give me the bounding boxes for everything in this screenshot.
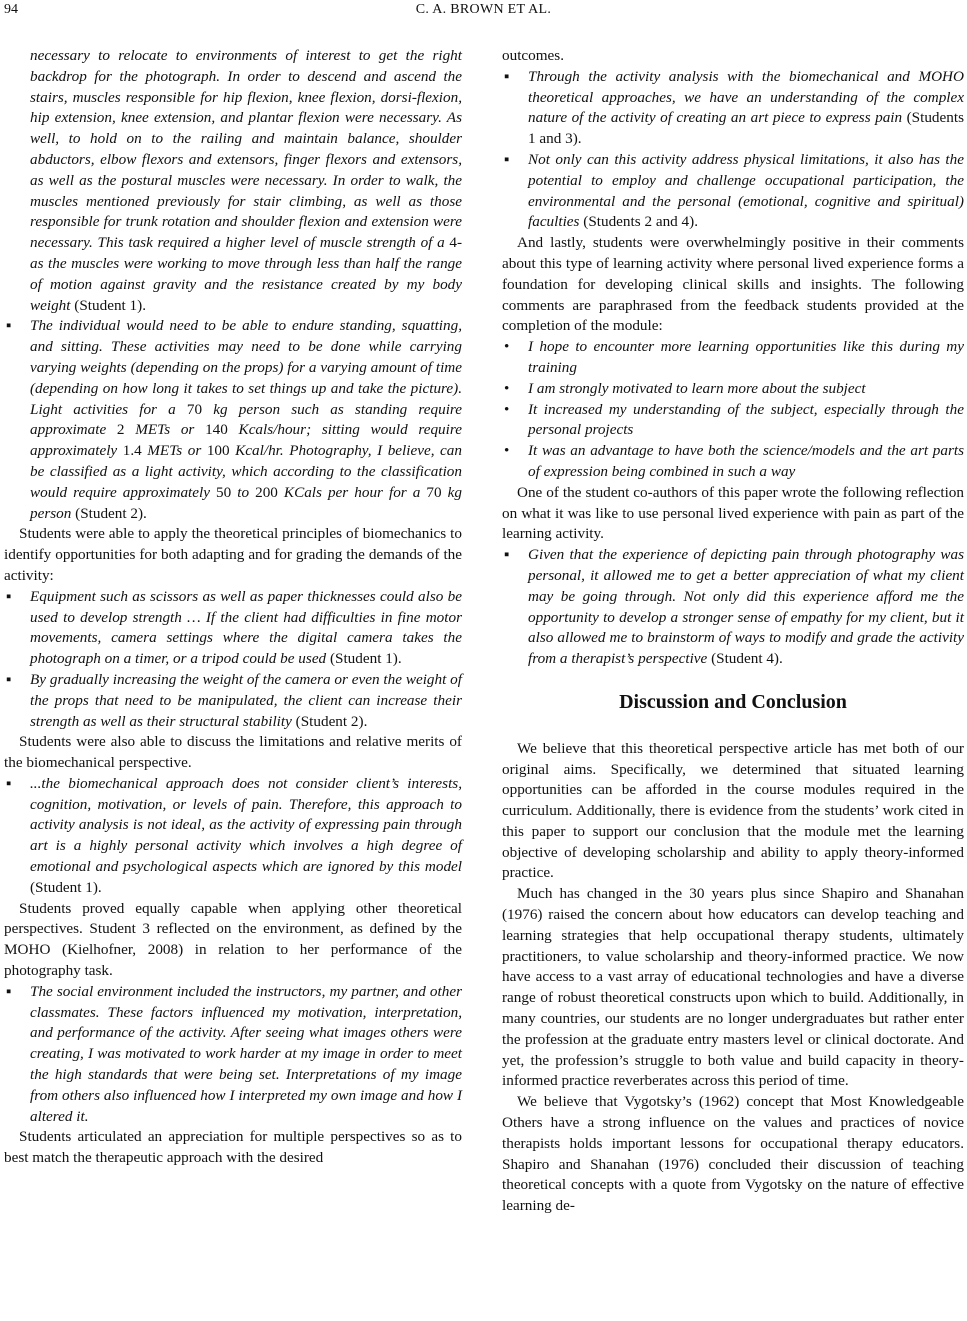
bullet-marker: ▪ (6, 982, 12, 1000)
text-run: By gradually increasing the weight of the camera or even the weight of the props that need to be manipulated, the client can increase their strength as well as their structural stability (30, 670, 462, 730)
text-run: Kcals/hour; sitting would require approximately (30, 421, 462, 460)
text-run: (Student 2). (71, 504, 147, 522)
text-run: The social environment included the instructors, my partner, and other classmates. These factors influenced my motivation, interpretation, and performance of the activity. After seeing what images others were creating, I was motivated to work harder at my image in order to meet the high standards that were being set. Interpretations of my image from others also influenced how I interpreted my own image and how I altered it. (30, 982, 462, 1125)
text-run: 4 (449, 234, 457, 252)
text-run: 100 (206, 442, 230, 460)
bullet-marker: ▪ (504, 150, 510, 168)
paragraph: Students were also able to discuss the limitations and relative merits of the biomechanical perspective. (4, 733, 462, 772)
text-run: necessary to relocate to environments of interest to get the right backdrop for the photograph. In order to descend and ascend the stairs, muscles responsible for hip flexion, knee flexion, dorsi-flexion, hip extension, knee extension, and plantar flexion were necessary. As well, to hold on to the railing and maintain balance, shoulder abductors, elbow flexors and extensors, finger flexors and extensors, as well as the postural muscles were necessary. In order to walk, the muscles mentioned previously for stair climbing, as well as those responsible for trunk rotation and shoulder flexion and extension were necessary. This task required a higher level of muscle strength of a (30, 47, 462, 252)
quote-block (502, 150, 964, 233)
section-heading: Discussion and Conclusion (619, 690, 847, 713)
quote-block (4, 982, 462, 1128)
text-run: 50 (216, 483, 232, 501)
text-run: (Student 1). (326, 650, 402, 668)
text-run: METs or (124, 421, 206, 439)
bullet-item: • It increased my understanding of the subject, especially through the personal projects (504, 400, 964, 439)
bullet-item: • It was an advantage to have both the science/models and the art parts of expression being combined in such a way (504, 442, 964, 480)
text-run: kg person such as standing require approximate (30, 400, 463, 439)
quote-block (4, 587, 462, 670)
text-run: Equipment such as scissors as well as paper thicknesses could also be used to develop strength … If the client had difficulties in fine motor movements, camera settings where the digital camera takes the photograph on a timer, or a tripod could be used (30, 587, 462, 668)
paragraph: outcomes. (502, 47, 565, 64)
text-run: 70 (426, 483, 442, 501)
left-column (4, 46, 462, 1169)
bullet-marker: ▪ (6, 317, 12, 335)
bullet-marker: ▪ (504, 546, 510, 564)
right-column (502, 46, 964, 1217)
bullet-item: • I am strongly motivated to learn more about the subject (504, 379, 866, 397)
text-run: (Student 2). (291, 712, 368, 730)
running-title: C. A. BROWN ET AL. (415, 2, 552, 17)
text-run: (Student 4). (707, 650, 783, 668)
text-run: 70 (186, 400, 203, 418)
text-run: Through the activity analysis with the biomechanical and MOHO theoretical approaches, we have an understanding of the complex nature of the activity of creating an art piece to express pain (528, 67, 964, 127)
page-number: 94 (4, 2, 18, 17)
text-run: to (231, 483, 256, 501)
page-header (0, 0, 967, 24)
paragraph: We believe that this theoretical perspective article has met both of our original aims. Specifically, we determined that situated learning opportunities can be afforded in the course modules required in the curriculum. Additionally, there is evidence from the students’ work cited in this paper to support our conclusion that the module met the learning objective of developing scholarship and ability to apply theory-informed practice. (502, 739, 964, 882)
text-run: 2 (116, 421, 125, 439)
text-run: METs or (141, 442, 207, 460)
text-run: The individual would need to be able to endure standing, squatting, and sitting. These activities may need to be done while carrying varying weights (depending on the props) for a varying amount of time (depending on how long it takes to set things up and take the picture). Light activities for a (30, 317, 462, 418)
paragraph: And lastly, students were overwhelmingly positive in their comments about this type of learning activity where personal lived experience forms a foundation for developing clinical skills and insights. The following comments are paraphrased from the feedback students provided at the completion of the module: (502, 234, 964, 335)
bullet-text: I am strongly motivated to learn more about the subject (528, 379, 866, 397)
text-run: 200 (255, 483, 278, 501)
bullet-marker: ▪ (6, 774, 12, 792)
bullet-item: • I hope to encounter more learning opportunities like this during my training (504, 338, 964, 376)
paragraph: Students were able to apply the theoretical principles of biomechanics to identify opportunities for both adapting and for grading the demands of the activity: (4, 525, 462, 584)
quote-block (502, 545, 964, 670)
paragraph: We believe that Vygotsky’s (1962) concept that Most Knowledgeable Others have a strong influence on the values and practices of novice therapists holds important lessons for occupational therapy educators. Shapiro and Shanahan (1976) concluded their discussion of teaching theoretical concepts with a quote from Vygotsky on the nature of effective learning de- (502, 1093, 964, 1215)
text-run: 140 (205, 421, 228, 439)
text-run: (Students 2 and 4). (579, 213, 699, 231)
text-run: Kcal/hr. Photography, I believe, can be classified as a light activity, which according to the classification would require approximately (30, 442, 462, 501)
text-run: -as the muscles were working to move through less than half the range of motion against gravity and the resistance created by my body weight (30, 234, 462, 314)
text-run: 1.4 (122, 442, 142, 460)
text-run: Not only can this activity address physical limitations, it also has the potential to employ and challenge occupational participation, the environmental and the personal (emotional, cognitive and spiritual) faculties (528, 150, 964, 231)
text-run: ...the biomechanical approach does not consider client’s interests, cognition, motivation, or levels of pain. Therefore, this approach to activity analysis is not ideal, as the activity of expressing pain through art is a highly personal activity which involves a high degree of emotional and psychological aspects which are ignored by this model (30, 774, 462, 876)
quote-block (4, 46, 462, 316)
text-run: KCals per hour for a (277, 483, 427, 501)
paragraph: Much has changed in the 30 years plus since Shapiro and Shanahan (1976) raised the concern about how educators can develop teaching and learning strategies that help occupational therapy students, ultimately practitioners, to value scholarship and theory-informed practice. We now have access to a vast array of educational technologies and have a diverse range of robust theoretical constructs upon which to build. Additionally, in many countries, our students are no longer undergraduates but rather enter the profession at the graduate entry masters level or clinical doctorate. And yet, the profession’s struggle to both value and build capacity in theory-informed practice reverberates across this period of time. (502, 885, 964, 1090)
bullet-text: It was an advantage to have both the science/models and the art parts of expression being combined in such a way (528, 442, 964, 480)
paragraph: Students proved equally capable when applying other theoretical perspectives. Student 3 reflected on the environment, as defined by the MOHO (Kielhofner, 2008) in relation to her performance of the photography task. (4, 899, 462, 980)
paragraph: Students articulated an appreciation for multiple perspectives so as to best match the therapeutic approach with the desired (4, 1128, 462, 1167)
quote-block (502, 67, 964, 150)
bullet-marker: ▪ (6, 587, 12, 605)
text-run: (Students 1 and 3). (528, 109, 964, 148)
text-run: Given that the experience of depicting pain through photography was personal, it allowed me to get a better appreciation of what my client may be going through. Not only did this experience afford me the opportunity to develop a stronger sense of empathy for my client, but it also allowed me to brainstorm of ways to modify and grade the activity from a therapist’s perspective (528, 546, 964, 668)
text-run: (Student 1). (70, 296, 147, 314)
bullet-text: It increased my understanding of the subject, especially through the personal projects (528, 400, 964, 439)
quote-block (4, 316, 462, 524)
bullet-text: I hope to encounter more learning opportunities like this during my training (528, 338, 964, 376)
bullet-marker: ▪ (6, 670, 12, 688)
text-run: (Student 1). (30, 878, 102, 896)
quote-block (4, 670, 462, 732)
text-run: kg person (30, 483, 462, 522)
bullet-marker: ▪ (504, 67, 510, 85)
quote-block (4, 774, 462, 899)
paragraph: One of the student co-authors of this paper wrote the following reflection on what it was like to use personal lived experience with pain as part of the learning activity. (502, 483, 964, 543)
